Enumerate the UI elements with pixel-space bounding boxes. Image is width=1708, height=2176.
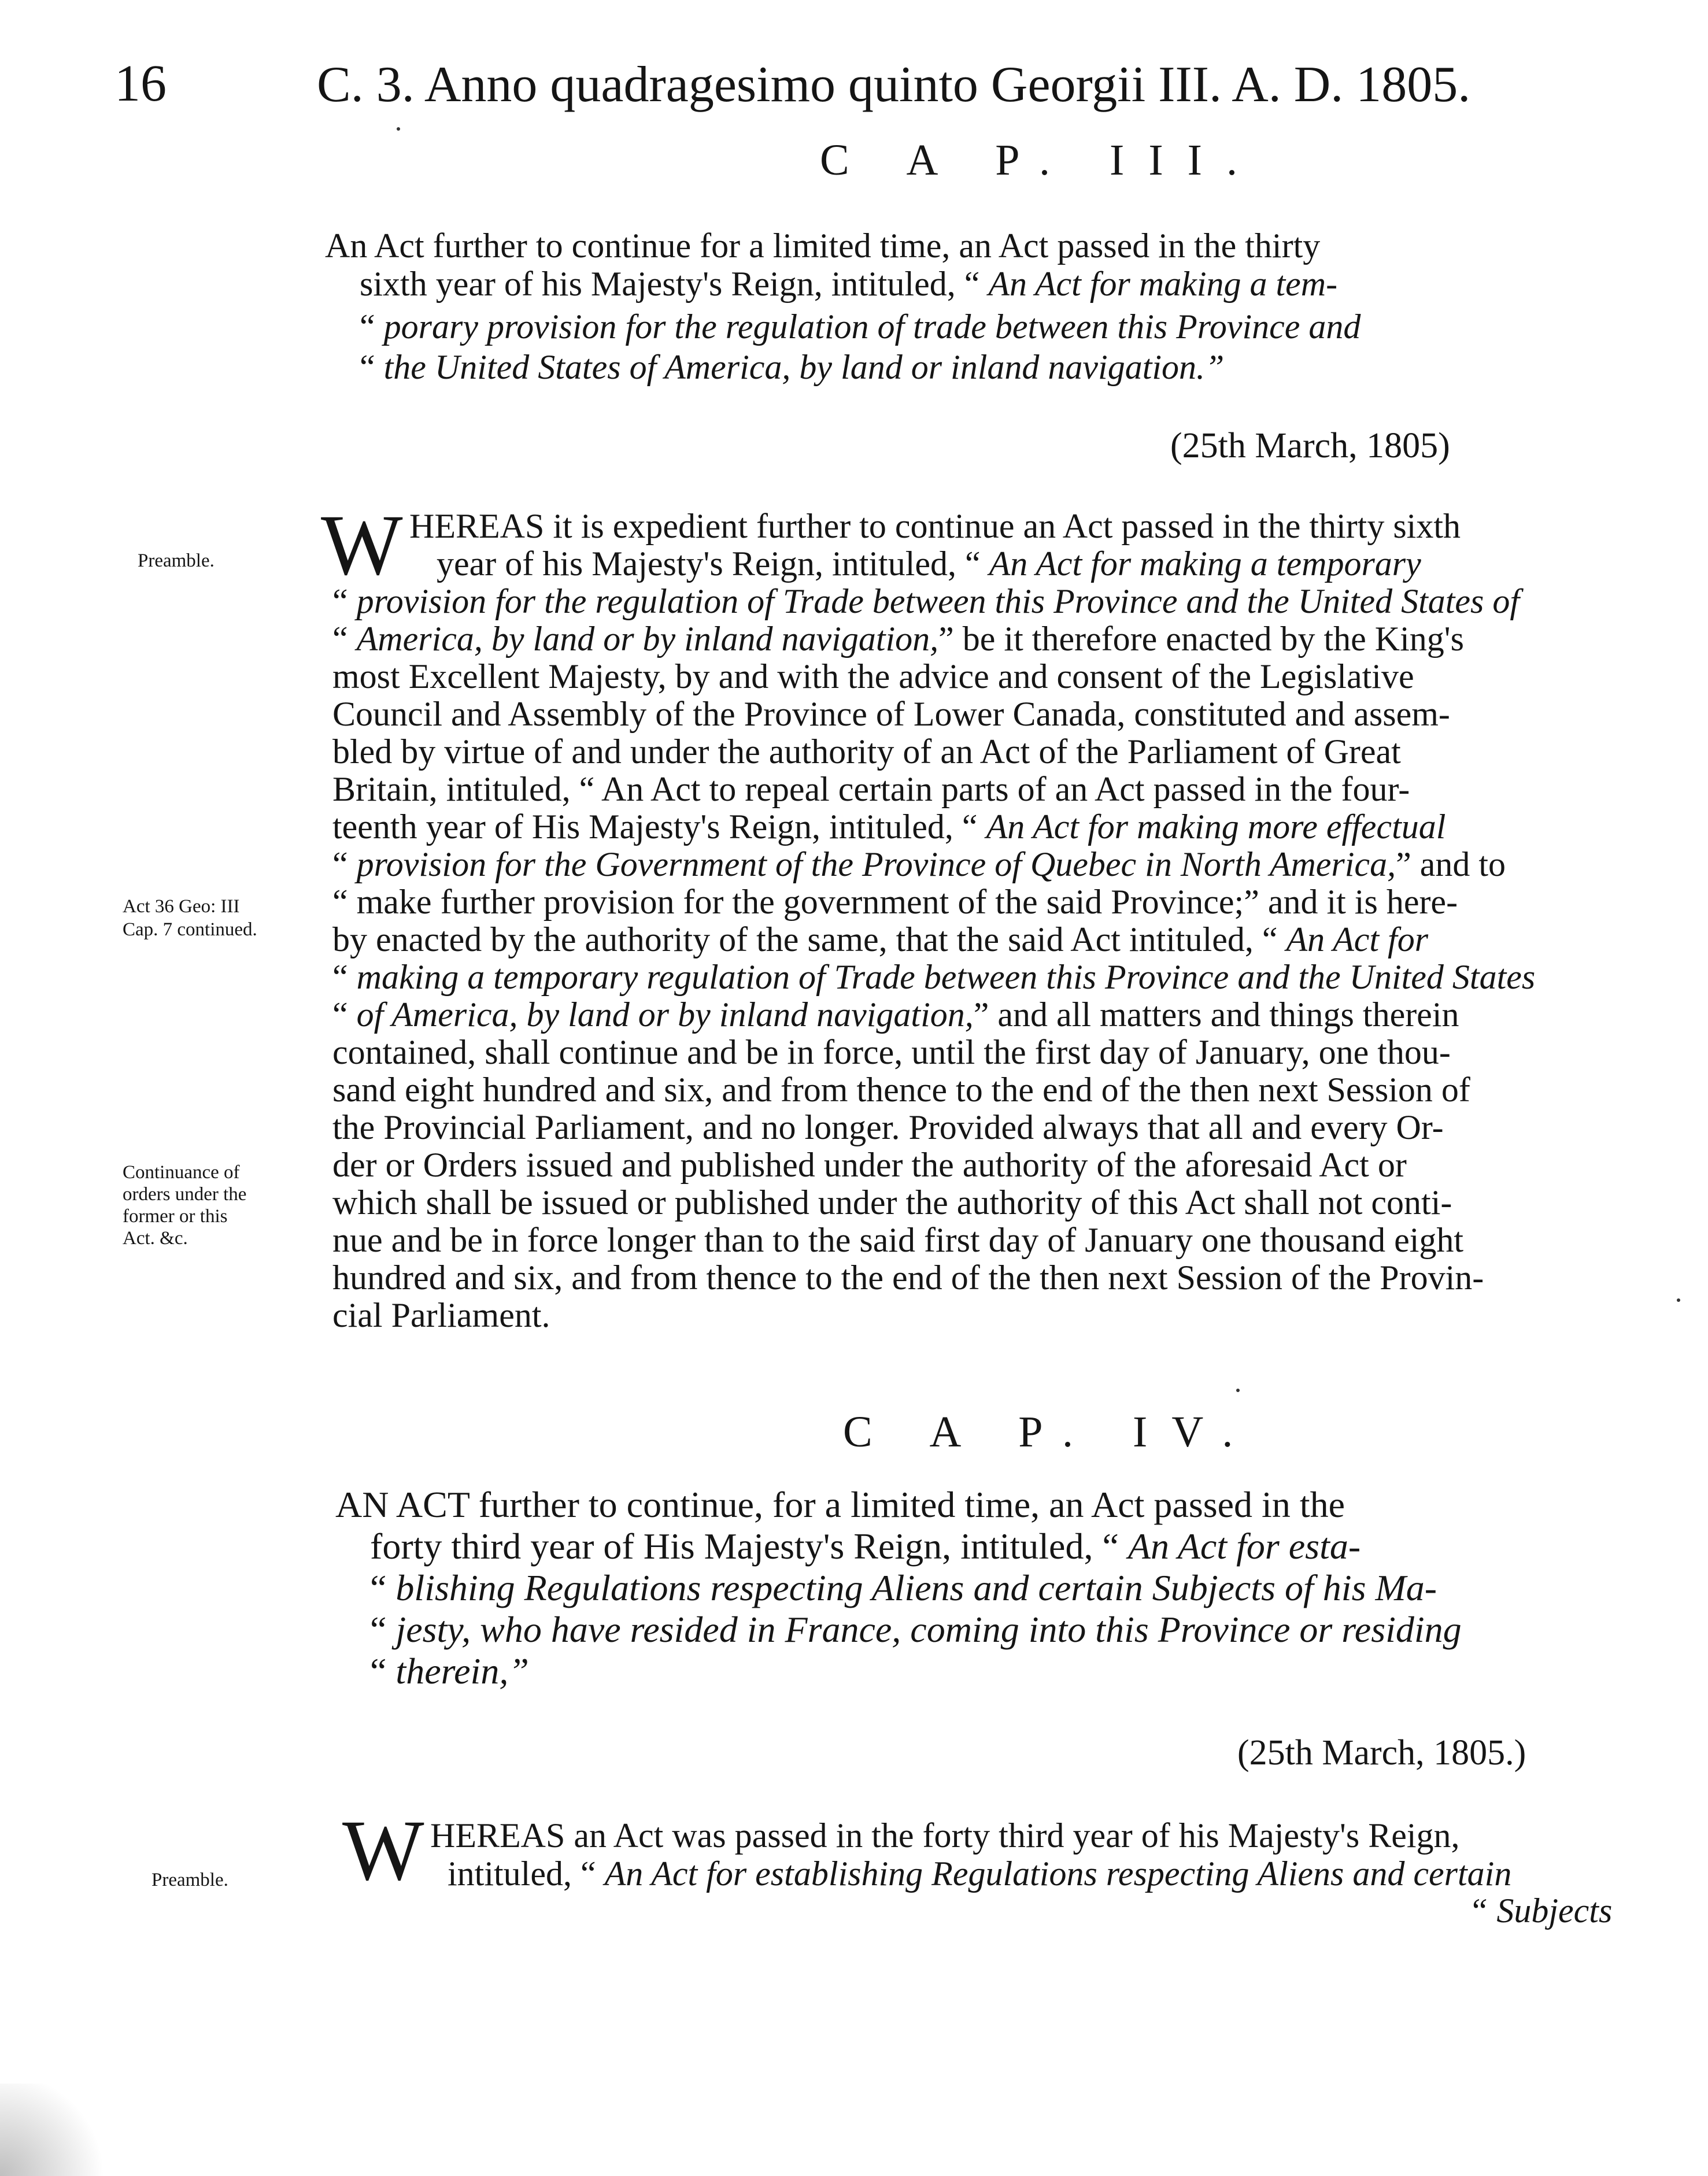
margin-note-continuance-line: orders under the (123, 1184, 247, 1205)
title-line (370, 1609, 1462, 1650)
body-text: sand eight hundred and six, and from thence to the end of the then next Session of (332, 1071, 1470, 1109)
title-text: “ (360, 348, 384, 386)
body-italic: provision for the regulation of Trade between this Province and the United States of (356, 582, 1520, 620)
title-text: “ (360, 308, 384, 346)
body-line (430, 1815, 1460, 1856)
body-line (332, 882, 1458, 922)
body-line (332, 1257, 1484, 1298)
title-text: “ (370, 1609, 396, 1650)
body-italic: of America, by land or by inland navigation, (356, 996, 974, 1034)
body-line (332, 806, 1445, 847)
title-line (360, 306, 1361, 347)
body-text: ” be it therefore enacted by the King's (938, 620, 1464, 658)
margin-note-continuance-line: Act. &c. (123, 1228, 188, 1249)
title-italic: porary provision for the regulation of trade between this Province and (383, 308, 1361, 346)
body-text: Council and Assembly of the Province of Lower Canada, constituted and assem- (332, 695, 1450, 733)
cap-4-heading: C A P. IV. (843, 1408, 1258, 1456)
body-text: the Provincial Parliament, and no longer. Provided always that all and every Or- (332, 1108, 1444, 1146)
body-text: most Excellent Majesty, by and with the advice and consent of the Legislative (332, 657, 1414, 695)
body-italic: An Act for establishing Regulations respecting Aliens and certain (604, 1855, 1512, 1893)
scan-noise (0, 2084, 116, 2176)
body-line (332, 919, 1428, 960)
body-text: hundred and six, and from thence to the end of the then next Session of the Provin- (332, 1259, 1484, 1297)
title-line (360, 264, 1337, 304)
margin-note-preamble: Preamble. (151, 1870, 228, 1890)
cap-3-date: (25th March, 1805) (1170, 426, 1450, 465)
margin-note-act36-line: Act 36 Geo: III (123, 896, 240, 917)
body-text: Britain, intituled, “ An Act to repeal certain parts of an Act passed in the four- (332, 770, 1410, 808)
body-italic: making a temporary regulation of Trade between this Province and the United States (356, 958, 1536, 996)
cap-3-dropcap: W (321, 497, 403, 593)
body-text: HEREAS an Act was passed in the forty third year of his Majesty's Reign, (430, 1816, 1460, 1855)
margin-note-preamble: Preamble. (138, 550, 215, 571)
title-italic: blishing Regulations respecting Aliens and certain Subjects of his Ma- (395, 1567, 1437, 1608)
body-italic: An Act for making more effectual (986, 808, 1446, 846)
body-italic: provision for the Government of the Province of Quebec in North America, (356, 845, 1396, 883)
title-text: sixth year of his Majesty's Reign, intituled, “ (360, 265, 989, 303)
body-line (409, 506, 1461, 546)
body-line (332, 731, 1401, 772)
body-text: year of his Majesty's Reign, intituled, “ (437, 545, 989, 583)
body-line (332, 1145, 1407, 1185)
title-italic: therein,” (395, 1650, 529, 1692)
body-line (332, 1070, 1470, 1110)
title-text: “ (370, 1650, 396, 1692)
body-text: contained, shall continue and be in force, until the first day of January, one thou- (332, 1033, 1451, 1071)
title-italic: the United States of America, by land or inland navigation.” (383, 348, 1225, 386)
body-text: “ (332, 620, 357, 658)
title-line (325, 225, 1320, 266)
margin-note-act36-line: Cap. 7 continued. (123, 919, 257, 940)
title-italic: An Act for making a tem- (988, 265, 1338, 303)
body-line (332, 619, 1464, 659)
title-text: AN ACT further to continue, for a limited time, an Act passed in the (335, 1484, 1345, 1525)
page-number: 16 (114, 55, 167, 112)
body-line (332, 844, 1506, 885)
body-text: nue and be in force longer than to the said first day of January one thousand eight (332, 1221, 1464, 1259)
body-italic: America, by land or by inland navigation, (356, 620, 939, 658)
body-text: ” and to (1396, 845, 1506, 883)
body-line (332, 994, 1459, 1035)
title-text: An Act further to continue for a limited time, an Act passed in the thirty (325, 227, 1321, 265)
body-text: “ (332, 996, 357, 1034)
running-title: C. 3. Anno quadragesimo quinto Georgii III. A. D. 1805. (317, 57, 1471, 113)
body-italic: An Act for (1286, 920, 1429, 959)
body-italic: An Act for making a temporary (989, 545, 1421, 583)
body-text: teenth year of His Majesty's Reign, intituled, “ (332, 808, 986, 846)
body-line (448, 1853, 1511, 1894)
title-italic: jesty, who have resided in France, coming into this Province or residing (395, 1609, 1462, 1650)
scan-speck (1677, 1298, 1680, 1302)
body-line (332, 1295, 550, 1335)
body-text: ” and all matters and things therein (973, 996, 1459, 1034)
title-line (370, 1568, 1437, 1608)
body-line (332, 656, 1414, 697)
body-text: HEREAS it is expedient further to continue an Act passed in the thirty sixth (409, 507, 1461, 545)
body-text: “ make further provision for the government of the said Province;” and it is here- (332, 883, 1458, 921)
body-line (332, 1032, 1451, 1072)
cap-4-date: (25th March, 1805.) (1237, 1733, 1526, 1772)
title-line (335, 1485, 1345, 1525)
scan-speck (397, 127, 400, 131)
body-line (332, 694, 1450, 734)
body-line (332, 769, 1410, 809)
body-text: cial Parliament. (332, 1296, 550, 1334)
body-line (437, 543, 1421, 584)
body-text: bled by virtue of and under the authority of an Act of the Parliament of Great (332, 732, 1401, 771)
title-line (370, 1651, 529, 1692)
body-text: intituled, “ (448, 1855, 605, 1893)
title-text: forty third year of His Majesty's Reign, intituled, “ (370, 1526, 1128, 1567)
body-text: der or Orders issued and published under the authority of the aforesaid Act or (332, 1146, 1407, 1184)
body-text: which shall be issued or published under the authority of this Act shall not conti- (332, 1183, 1452, 1222)
body-line (332, 957, 1535, 997)
body-italic: “ Subjects (1469, 1892, 1613, 1930)
body-text: “ (332, 582, 357, 620)
body-line (332, 1107, 1444, 1148)
body-line (332, 581, 1520, 621)
title-line (370, 1526, 1361, 1567)
body-line (1469, 1890, 1612, 1931)
title-italic: An Act for esta- (1127, 1526, 1361, 1567)
margin-note-continuance-line: former or this (123, 1206, 228, 1227)
body-text: by enacted by the authority of the same, that the said Act intituled, “ (332, 920, 1286, 959)
title-text: “ (370, 1567, 396, 1608)
title-line (360, 347, 1224, 387)
body-text: “ (332, 958, 357, 996)
scan-speck (1236, 1389, 1240, 1392)
body-text: “ (332, 845, 357, 883)
body-line (332, 1182, 1452, 1223)
body-line (332, 1220, 1463, 1260)
cap-3-heading: C A P. III. (820, 136, 1262, 184)
margin-note-continuance-line: Continuance of (123, 1162, 240, 1183)
cap-4-dropcap: W (342, 1803, 424, 1899)
